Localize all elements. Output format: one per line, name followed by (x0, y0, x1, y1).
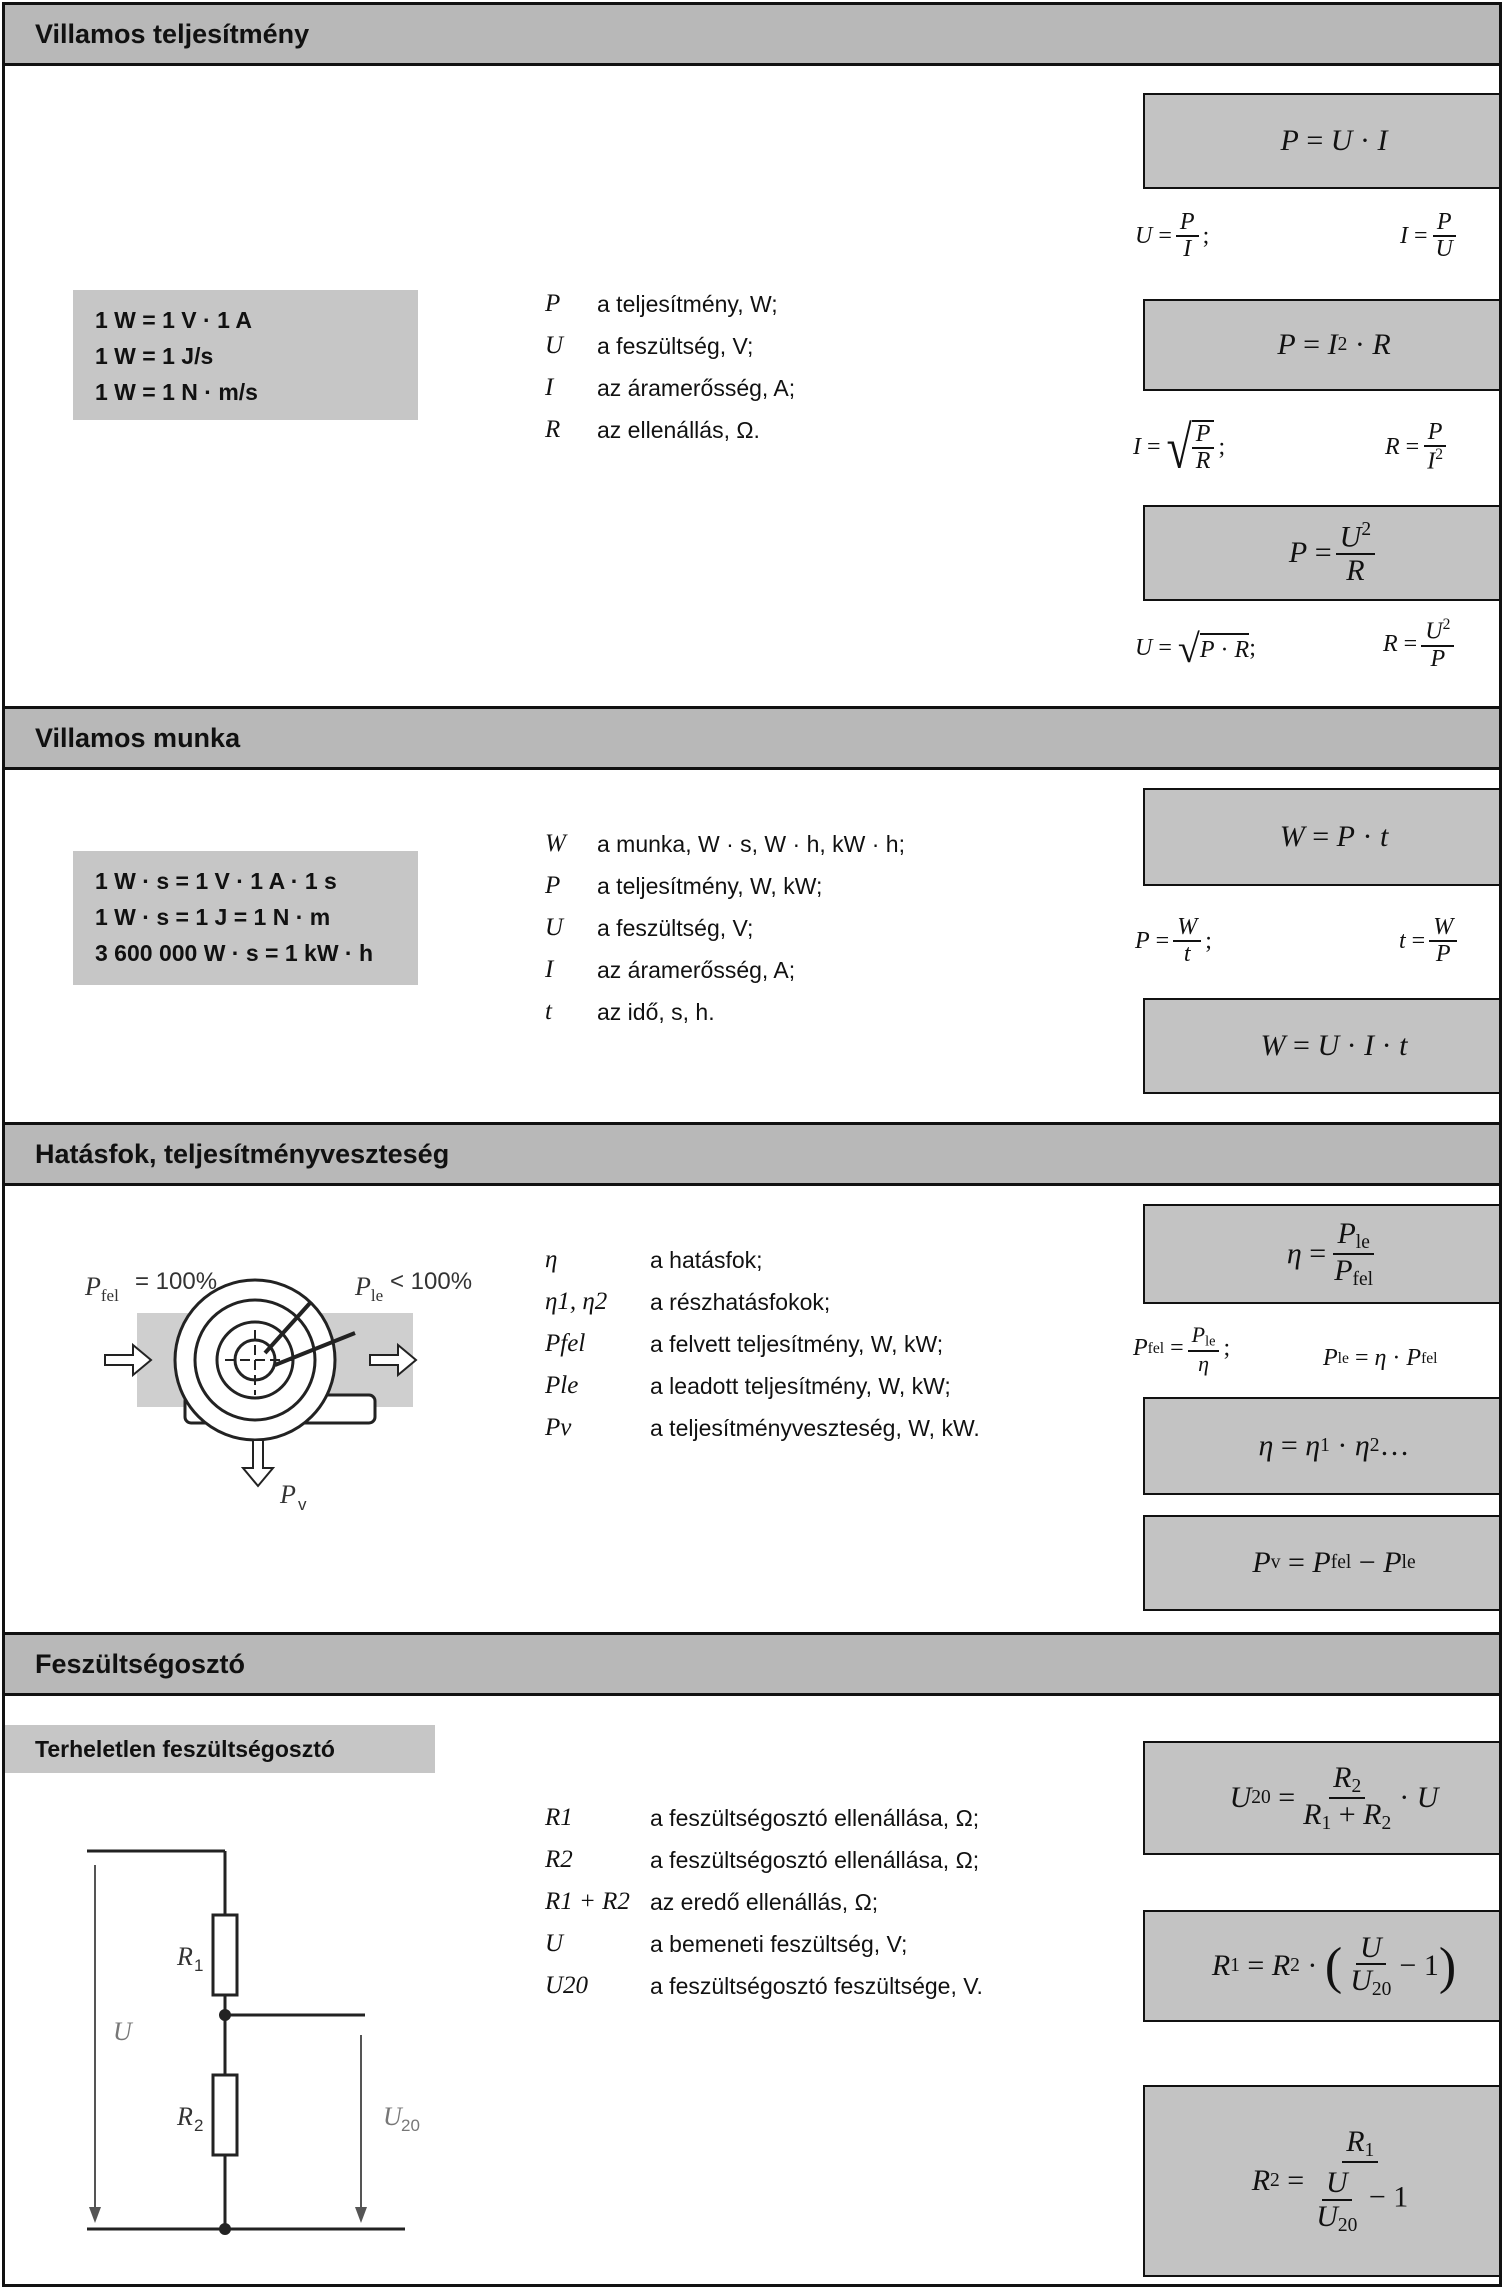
formula-r-u2-over-p: R = $\frac{U^2}{P}$ (1383, 617, 1458, 672)
motor-diagram (65, 1255, 505, 1515)
variable-row: η a hatásfok; (545, 1246, 763, 1273)
variable-row: Ple a leadott teljesítmény, W, kW; (545, 1372, 951, 1399)
variable-list-efficiency (545, 1239, 980, 1449)
formula-page (2, 2, 1502, 2287)
variable-row: W a munka, W · s, W · h, kW · h; (545, 830, 905, 857)
unit-line: 1 W = 1 V · 1 A (95, 307, 253, 333)
variable-row: Pv a teljesítményveszteség, W, kW. (545, 1414, 980, 1441)
section-title-power: Villamos teljesítmény (35, 18, 310, 49)
subsection-header-unloaded-divider (5, 1725, 435, 1773)
u20-subscript: 20 (401, 2116, 420, 2135)
formula-box-p-ui: P = U · I (1143, 93, 1502, 189)
p-loss-label: P (280, 1480, 296, 1509)
formula-u-p-over-i: U = $\frac{P}{I}$ ; (1135, 209, 1210, 263)
p-loss-subscript: v (298, 1495, 307, 1514)
section-header-work (5, 706, 1499, 770)
p-in-symbol: $P_{fel}$ (85, 1272, 119, 1305)
r2-label: R (177, 2102, 193, 2131)
variable-row: R1 a feszültségosztó ellenállása, Ω; (545, 1804, 980, 1831)
voltage-divider-diagram (65, 1825, 465, 2275)
variable-row: Pfel a felvett teljesítmény, W, kW; (545, 1330, 944, 1357)
p-in-label: = 100% (135, 1268, 218, 1295)
unit-line: 1 W · s = 1 J = 1 N · m (95, 904, 331, 930)
unit-box-power (73, 290, 418, 420)
variable-row: P a teljesítmény, W, kW; (545, 872, 823, 899)
section-title-divider: Feszültségosztó (35, 1648, 246, 1679)
p-out-label: < 100% (390, 1268, 473, 1295)
formula-box-w-pt: W = P · t (1143, 788, 1502, 886)
section-header-power (5, 2, 1499, 66)
section-header-efficiency (5, 1122, 1499, 1186)
formula-pfel: P fel = $\frac{P_{le}}{\eta}$ ; (1133, 1322, 1231, 1376)
formula-i-p-over-u: I = $\frac{P}{U}$ (1400, 210, 1461, 262)
variable-row: P a teljesítmény, W; (545, 290, 778, 317)
unit-line: 1 W · s = 1 V · 1 A · 1 s (95, 868, 337, 894)
formula-box-p-u2-over-r: P = $\frac{U^2}{R}$ (1143, 505, 1502, 601)
u-label: U (113, 2017, 132, 2046)
formula-box-eta-product: η = η 1 · η 2 … (1143, 1397, 1502, 1495)
formula-box-p-i2r: P = I 2 · R (1143, 299, 1502, 391)
variable-list-divider (545, 1797, 983, 2007)
variable-row: I az áramerősség, A; (545, 374, 796, 401)
resistor-r2 (213, 2075, 237, 2155)
unit-line: 1 W = 1 N · m/s (95, 379, 258, 405)
u20-label: U (383, 2102, 402, 2131)
variable-row: U a bemeneti feszültség, V; (545, 1930, 908, 1957)
formula-box-r2: R 2 = $R_1$ $\frac{U}{U_{20}}$ − 1 (1143, 2085, 1502, 2277)
formula-t-w-over-p: t = $\frac{W}{P}$ (1399, 915, 1461, 967)
r1-label: R (177, 1942, 193, 1971)
formula-p-w-over-t: P = $\frac{W}{t}$ ; (1135, 914, 1212, 968)
variable-row: U a feszültség, V; (545, 332, 754, 359)
variable-list-work (545, 823, 905, 1033)
formula-box-r1: R 1 = R 2 · ( $\frac{U}{U_{20}}$ − 1 ) (1143, 1910, 1502, 2022)
unit-line: 1 W = 1 J/s (95, 343, 214, 369)
section-header-divider (5, 1632, 1499, 1696)
formula-u-sqrt-pr: U = √ P · R ; (1135, 626, 1256, 671)
unit-line: 3 600 000 W · s = 1 kW · h (95, 940, 374, 966)
variable-row: R2 a feszültségosztó ellenállása, Ω; (545, 1846, 980, 1873)
variable-row: R1 + R2 az eredő ellenállás, Ω; (545, 1888, 879, 1915)
r2-subscript: 2 (194, 2116, 204, 2135)
resistor-r1 (213, 1915, 237, 1995)
variable-row: t az idő, s, h. (545, 998, 715, 1025)
arrow-head-icon (89, 2207, 101, 2223)
formula-i-sqrt-p-over-r: I = √ $\frac{P}{R}$ ; (1133, 414, 1226, 481)
subsection-title: Terheletlen feszültségosztó (35, 1735, 335, 1762)
formula-box-w-uit: W = U · I · t (1143, 998, 1502, 1094)
variable-row: R az ellenállás, Ω. (545, 416, 760, 443)
r1-subscript: 1 (194, 1956, 204, 1975)
p-out-symbol: $P_{le}$ (355, 1272, 384, 1305)
arrow-head-icon (355, 2207, 367, 2223)
variable-row: U20 a feszültségosztó feszültsége, V. (545, 1972, 983, 1999)
variable-list-power (545, 283, 795, 451)
formula-box-u20: U 20 = $\frac{R_2}{R_1 + R_2}$ · U (1143, 1741, 1502, 1855)
unit-box-work (73, 851, 418, 985)
section-title-work: Villamos munka (35, 722, 241, 753)
variable-row: U a feszültség, V; (545, 914, 754, 941)
variable-row: η1, η2 a részhatásfokok; (545, 1288, 831, 1315)
variable-row: I az áramerősség, A; (545, 956, 796, 983)
loss-arrow-icon (243, 1440, 273, 1486)
formula-ple: P le = η · P fel (1323, 1345, 1438, 1371)
section-title-efficiency: Hatásfok, teljesítményveszteség (35, 1138, 450, 1169)
formula-box-pv: P v = P fel − P le (1143, 1515, 1502, 1611)
formula-r-p-over-i2: R = $\frac{P}{I^2}$ (1385, 420, 1451, 475)
formula-box-eta: η = $\frac{P_{le}}{P_{fel}}$ (1143, 1204, 1502, 1304)
